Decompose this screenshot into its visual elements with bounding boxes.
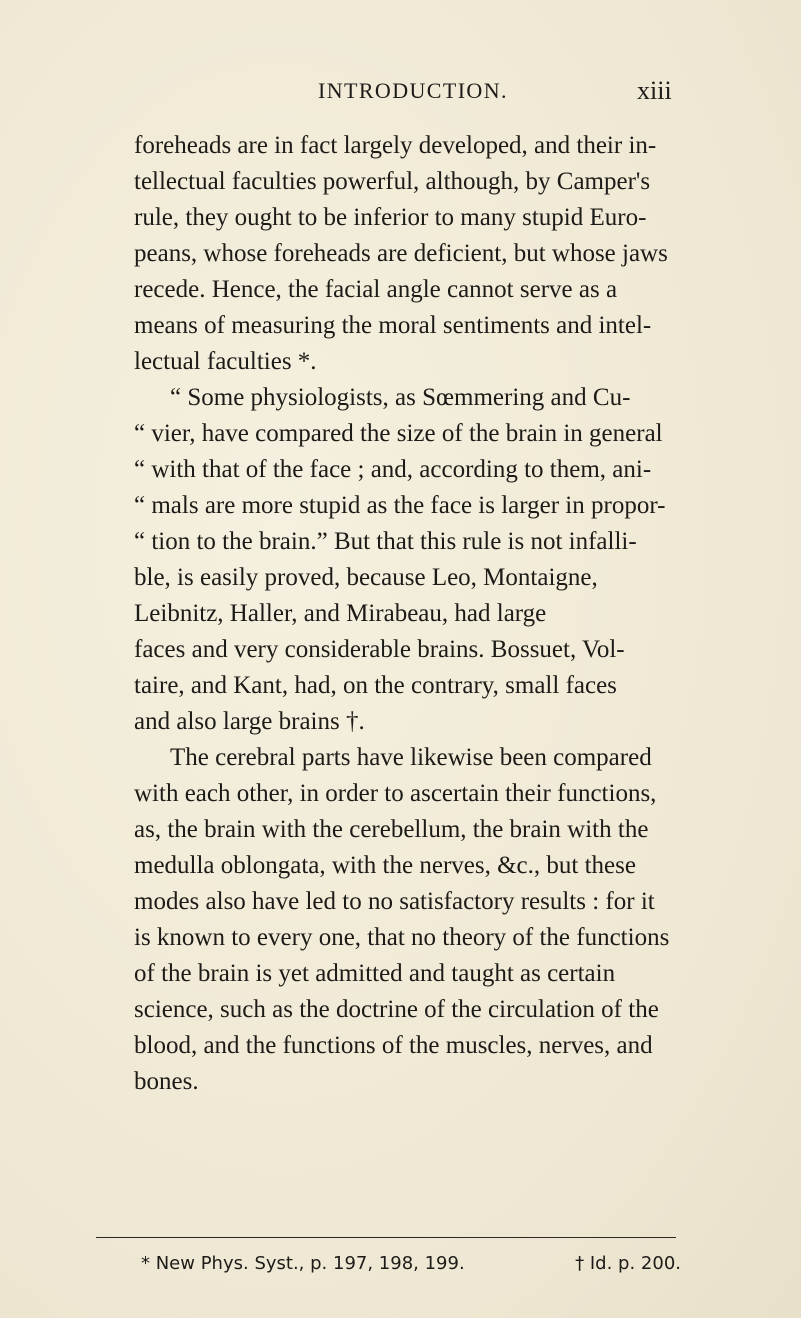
- text-line: peans, whose foreheads are deficient, but whose jaws: [134, 240, 668, 267]
- text-line: ble, is easily proved, because Leo, Montaigne,: [134, 564, 598, 591]
- text-line: is known to every one, that no theory of the functions: [134, 924, 670, 951]
- text-line: “ mals are more stupid as the face is larger in propor-: [134, 492, 666, 519]
- text-line: recede. Hence, the facial angle cannot serve as a: [134, 276, 618, 303]
- text-line: faces and very considerable brains. Bossuet, Vol-: [134, 636, 625, 663]
- text-line: lectual faculties *.: [134, 348, 317, 375]
- text-line: blood, and the functions of the muscles, nerves, and: [134, 1032, 653, 1059]
- footnotes: [141, 1253, 681, 1274]
- running-head: INTRODUCTION.: [318, 78, 508, 103]
- text-line: and also large brains †.: [134, 708, 365, 735]
- text-line: “ tion to the brain.” But that this rule is not infalli-: [134, 528, 637, 555]
- text-line: bones.: [134, 1068, 199, 1095]
- text-line: Leibnitz, Haller, and Mirabeau, had large: [134, 600, 547, 627]
- text-line: The cerebral parts have likewise been compared: [170, 744, 652, 771]
- footnote-left: * New Phys. Syst., p. 197, 198, 199.: [141, 1253, 465, 1274]
- text-line: “ with that of the face ; and, according to them, ani-: [134, 456, 652, 483]
- text-line: with each other, in order to ascertain their functions,: [134, 780, 657, 807]
- text-line: rule, they ought to be inferior to many stupid Euro-: [134, 204, 647, 231]
- footnote-right: † Id. p. 200.: [575, 1253, 681, 1274]
- text-line: of the brain is yet admitted and taught as certain: [134, 960, 616, 987]
- page-number: xiii: [637, 76, 672, 105]
- text-line: means of measuring the moral sentiments and intel-: [134, 312, 652, 339]
- text-line: science, such as the doctrine of the circulation of the: [134, 996, 659, 1023]
- text-line: as, the brain with the cerebellum, the brain with the: [134, 816, 649, 843]
- text-line: “ vier, have compared the size of the brain in general: [134, 420, 663, 447]
- footnote-divider: [96, 1237, 676, 1238]
- text-line: tellectual faculties powerful, although, by Camper's: [134, 168, 651, 195]
- text-line: medulla oblongata, with the nerves, &c., but these: [134, 852, 636, 879]
- text-line: modes also have led to no satisfactory results : for it: [134, 888, 655, 915]
- text-line: “ Some physiologists, as Sœmmering and Cu-: [170, 384, 631, 411]
- text-line: foreheads are in fact largely developed, and their in-: [134, 132, 657, 159]
- body-text: [134, 128, 674, 1100]
- text-line: taire, and Kant, had, on the contrary, small faces: [134, 672, 617, 699]
